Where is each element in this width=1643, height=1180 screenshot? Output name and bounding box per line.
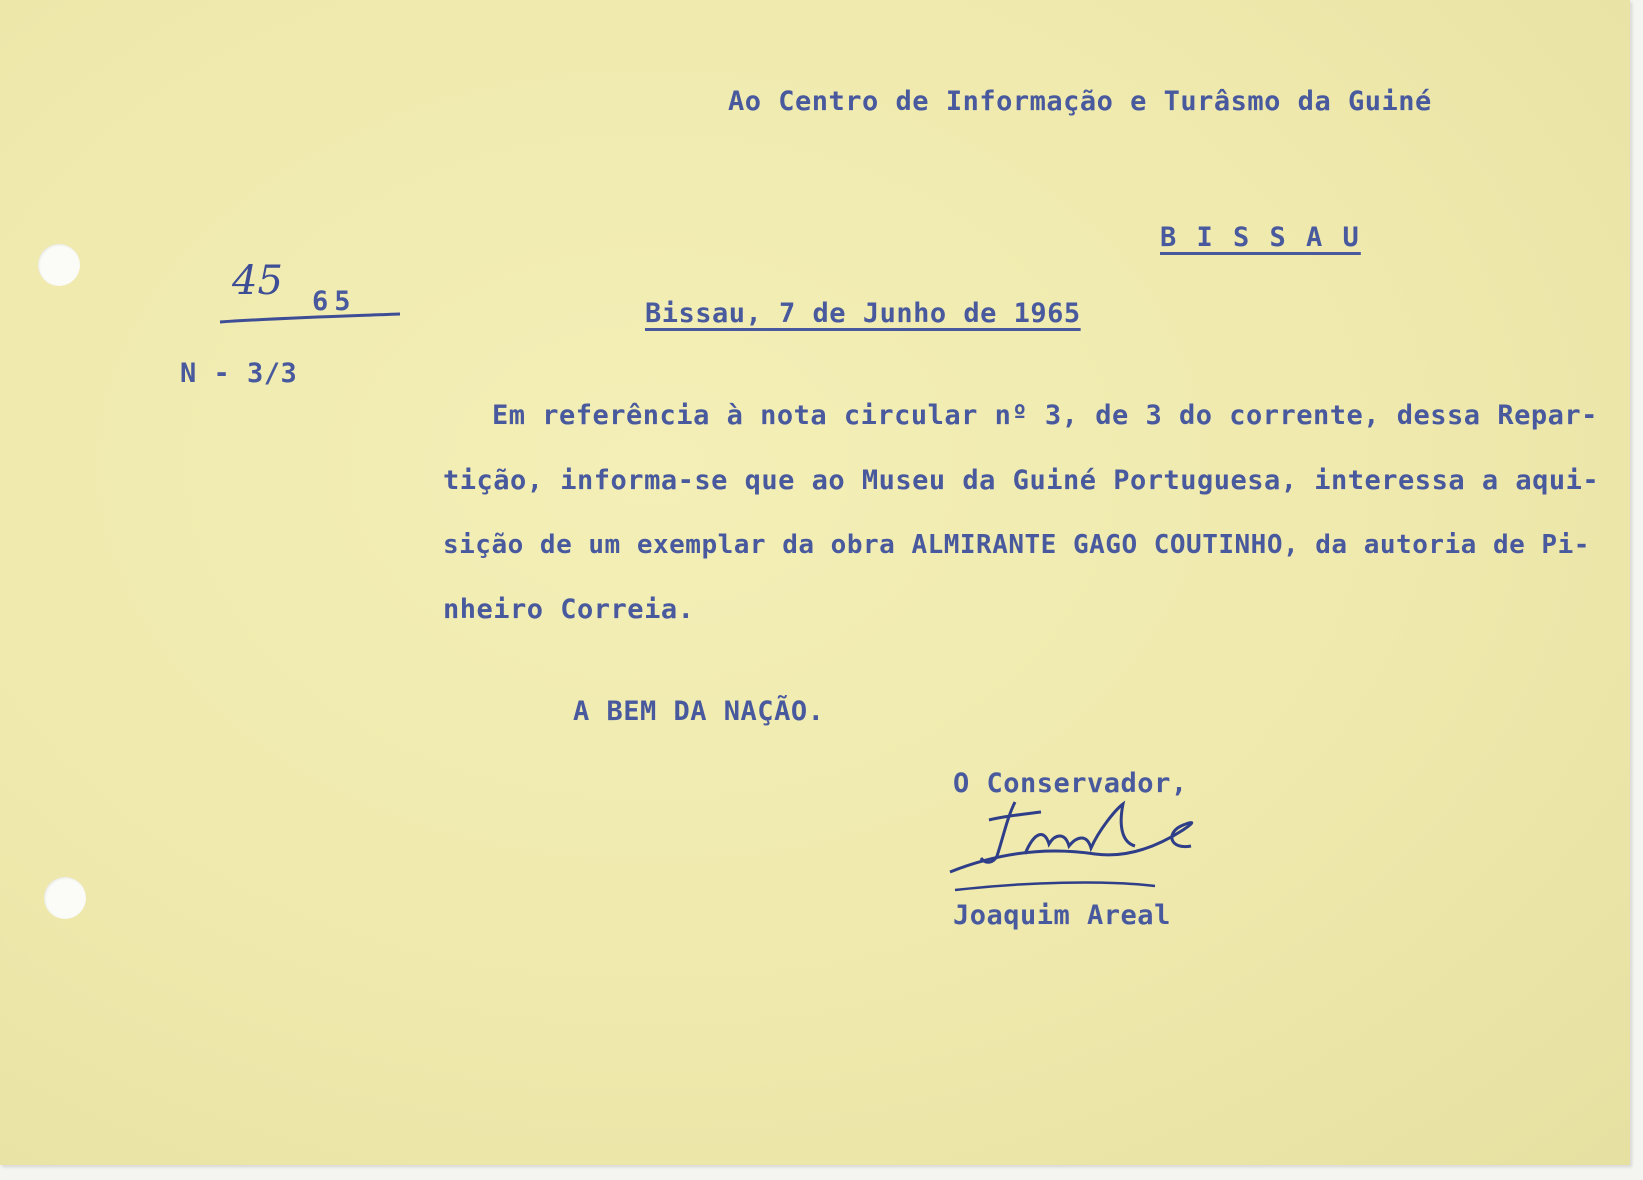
signatory-title: O Conservador, [953,768,1188,799]
file-number-underline [218,310,403,328]
reference-code: N - 3/3 [180,358,298,389]
file-number-typed: 65 [312,286,357,317]
punch-hole-top [38,244,80,286]
handwritten-signature [945,790,1235,900]
body-line-1: Em referência à nota circular nº 3, de 3 do corrente, dessa Repar- [492,400,1598,431]
closing-formula: A BEM DA NAÇÃO. [573,696,825,727]
punch-hole-bottom [44,877,86,919]
body-line-2: tição, informa-se que ao Museu da Guiné Portuguesa, interessa a aqui- [443,465,1600,496]
recipient-line: Ao Centro de Informação e Turâsmo da Guiné [728,86,1432,117]
body-line-3: sição de um exemplar da obra ALMIRANTE GAGO COUTINHO, da autoria de Pi- [443,530,1590,560]
body-line-4: nheiro Correia. [443,594,695,625]
file-number-handwritten: 45 [232,258,283,304]
date-line: Bissau, 7 de Junho de 1965 [645,298,1081,329]
signatory-name: Joaquim Areal [953,900,1171,931]
recipient-city: B I S S A U [1160,222,1361,253]
